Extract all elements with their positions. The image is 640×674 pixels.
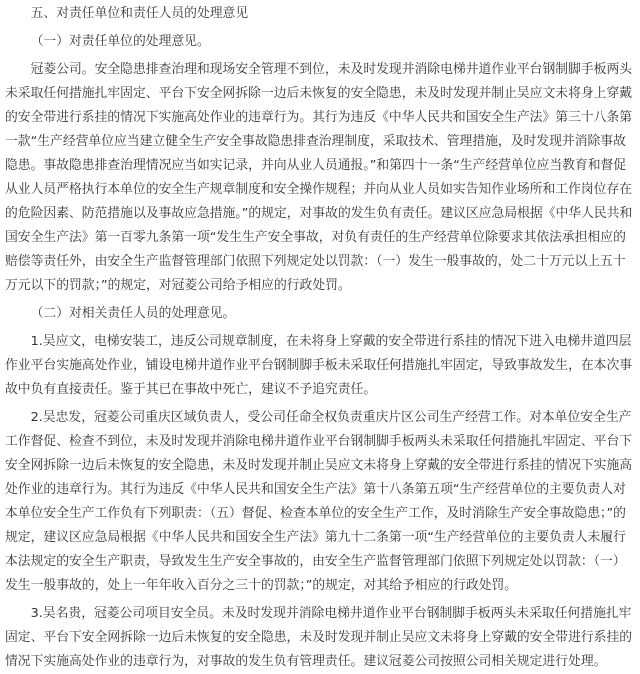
paragraph-person-1-wu-yingwen: 1.吴应文，电梯安装工，违反公司规章制度，在未将身上穿戴的安全带进行系挂的情况下进入电梯井道四层作业平台实施高处作业，铺设电梯井道作业平台钢制脚手板未采取任何措施扎牢固定，导致事故发生，在本次事故中负有直接责任。鉴于其已在事故中死亡，建议不予追究责任。 — [5, 334, 633, 397]
subsection-2-heading: （二）对相关责任人员的处理意见。 — [30, 306, 236, 321]
paragraph-person-2-wu-zhongfa: 2.吴忠发，冠菱公司重庆区域负责人，受公司任命全权负责重庆片区公司生产经营工作。对本单位安全生产工作督促、检查不到位，未及时发现并消除电梯井道作业平台钢制脚手板两头未采取任何措施扎牢固定、平台下安全网拆除一边后未恢复的安全隐患，未及时发现并制止吴应文未将身上穿戴的安全带进行系挂的情况下实施高处作业的违章行为。其行为违反《中华人民共和国安全生产法》第十八条第五项“生产经营单位的主要负责人对本单位安全生产工作负有下列职责：（五）督促、检查本单位的安全生产工作，及时消除生产安全事故隐患；”的规定，建议区应急局根据《中华人民共和国安全生产法》第九十二条第一项“生产经营单位的主要负责人未履行本法规定的安全生产职责，导致发生生产安全事故的，由安全生产监督管理部门依照下列规定处以罚款：（一）发生一般事故的，处上一年年收入百分之三十的罚款；”的规定，对其给予相应的行政处罚。 — [5, 410, 633, 593]
subsection-1-heading: （一）对责任单位的处理意见。 — [30, 34, 210, 49]
paragraph-responsible-unit: 冠菱公司。安全隐患排查治理和现场安全管理不到位，未及时发现并消除电梯井道作业平台钢制脚手板两头未采取任何措施扎牢固定、平台下安全网拆除一边后未恢复的安全隐患，未及时发现并制止吴应文未将身上穿戴的安全带进行系挂的情况下实施高处作业的违章行为。其行为违反《中华人民共和国安全生产法》第三十八条第一款“生产经营单位应当建立健全生产安全事故隐患排查治理制度，采取技术、管理措施，及时发现并消除事故隐患。事故隐患排查治理情况应当如实记录，并向从业人员通报。”和第四十一条“生产经营单位应当教育和督促从业人员严格执行本单位的安全生产规章制度和安全操作规程；并向从业人员如实告知作业场所和工作岗位存在的危险因素、防范措施以及事故应急措施。”的规定，对事故的发生负有责任。建议区应急局根据《中华人民共和国安全生产法》第一百零九条第一项“发生生产安全事故，对负有责任的生产经营单位除要求其依法承担相应的赔偿等责任外，由安全生产监督管理部门依照下列规定处以罚款：（一）发生一般事故的，处二十万元以上五十万元以下的罚款；”的规定，对冠菱公司给予相应的行政处罚。 — [5, 62, 633, 293]
paragraph-person-3-wu-minggui: 3.吴名贵，冠菱公司项目安全员。未及时发现并消除电梯井道作业平台钢制脚手板两头未采取任何措施扎牢固定、平台下安全网拆除一边后未恢复的安全隐患，未及时发现并制止吴应文未将身上穿戴的安全带进行系挂的情况下实施高处作业的违章行为，对事故的发生负有管理责任。建议冠菱公司按照公司相关规定进行处理。 — [5, 606, 633, 669]
section-heading: 五、对责任单位和责任人员的处理意见 — [30, 6, 249, 21]
